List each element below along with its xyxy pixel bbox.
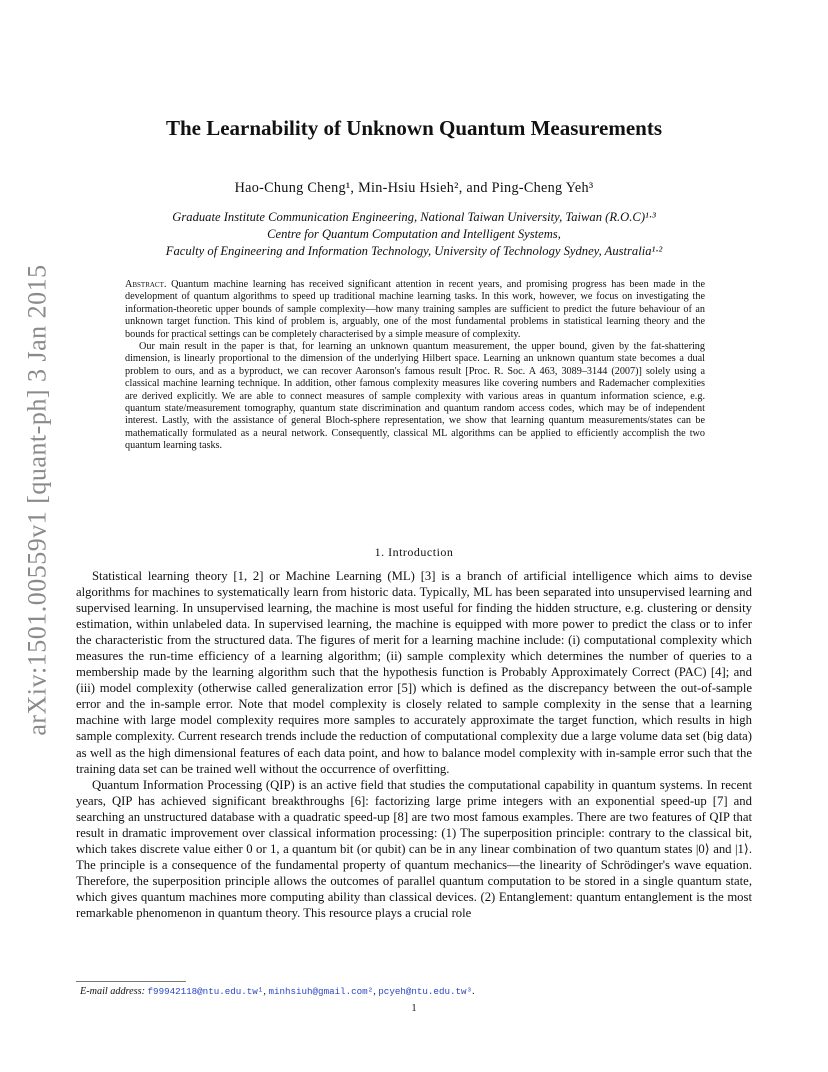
abstract-paragraph-2: Our main result in the paper is that, for learning an unknown quantum measurement, the upper bound, given by the fat-shattering dimension, is linearly proportional to the dimension of the underlying Hilbert space. Learning an unknown quantum state becomes a dual problem to ours, and as a byproduct, we can recover Aaronson's famous result [Proc. R. Soc. A 463, 3089–3144 (2007)] solely using a classical machine learning technique. In addition, other famous complexity measures like covering numbers and Rademacher complexities are derived explicitly. We are able to connect measures of sample complexity with various areas in quantum information science, e.g. quantum state/measurement tomography, quantum state discrimination and quantum random access codes, which may be of independent interest. Lastly, with the assistance of general Bloch-sphere representation, we show that learning quantum measurements/states can be mathematically formulated as a neural network. Consequently, classical ML algorithms can be applied to efficiently accomplish the two quantum learning tasks. — [125, 341, 705, 452]
affiliation-line: Graduate Institute Communication Engineering, National Taiwan University, Taiwan (R.O.C)¹·³ — [172, 210, 656, 224]
affiliation-line: Centre for Quantum Computation and Intelligent Systems, — [267, 227, 561, 241]
arxiv-stamp — [18, 264, 58, 736]
abstract — [125, 279, 705, 453]
footnote-rule — [76, 981, 186, 982]
email-link-1[interactable]: f99942118@ntu.edu.tw¹ — [147, 986, 264, 997]
section-heading: 1. Introduction — [374, 545, 454, 559]
email-link-2[interactable]: minhsiuh@gmail.com² — [268, 986, 374, 997]
affiliations — [0, 209, 828, 260]
paper-title: The Learnability of Unknown Quantum Measurements — [165, 116, 663, 140]
footnote: E-mail address: f99942118@ntu.edu.tw¹, minhsiuh@gmail.com², pcyeh@ntu.edu.tw³. — [80, 986, 475, 997]
author-list: Hao-Chung Cheng¹, Min-Hsiu Hsieh², and Ping-Cheng Yeh³ — [234, 180, 594, 196]
body-text — [76, 568, 752, 921]
email-label: E-mail address: — [80, 986, 145, 997]
page-number: 1 — [411, 1003, 417, 1014]
abstract-text-1: Quantum machine learning has received significant attention in recent years, and promising progress has been made in the development of quantum algorithms to speed up traditional machine learning tasks. In this work, however, we focus on investigating the information-theoretic upper bounds of sample complexity—how many training samples are sufficient to predict the future behaviour of an unknown target function. This kind of problem is, arguably, one of the most fundamental problems in statistical learning theory and the bounds for practical settings can be completely characterised by a simple measure of complexity. — [125, 279, 705, 340]
body-paragraph-1: Statistical learning theory [1, 2] or Machine Learning (ML) [3] is a branch of artificial intelligence which aims to devise algorithms for machines to systematically learn from historic data. Typically, ML has been separated into unsupervised learning and supervised learning. In unsupervised learning, the machine is most useful for finding the hidden structure, e.g. clustering or density estimation, within unlabeled data. In supervised learning, the machine is equipped with more power to predict the class or to infer the characteristic from the structured data. The figures of merit for a learning machine include: (i) computational complexity which measures the run-time efficiency of a learning algorithm; (ii) sample complexity which determines the number of queries to a membership made by the learning algorithm such that the hypothesis function is Probably Approximately Correct (PAC) [4]; and (iii) model complexity (otherwise called generalization error [5]) which is defined as the discrepancy between the out-of-sample error and the in-sample error. Note that model complexity is closely related to sample complexity in the sense that a learning machine with large model complexity requires more samples to accurately approximate the target function, which results in high sample complexity. Current research trends include the reduction of computational complexity due a large volume data set (big data) as well as the high dimensional features of each data point, and how to balance model complexity with in-sample error such that the training data set can be trained well without the occurrence of overfitting. — [76, 569, 752, 776]
affiliation-line: Faculty of Engineering and Information Technology, University of Technology Sydney, Australia¹·² — [165, 244, 663, 258]
arxiv-stamp-text: arXiv:1501.00559v1 [quant-ph] 3 Jan 2015 — [23, 264, 53, 736]
body-paragraph-2: Quantum Information Processing (QIP) is an active field that studies the computational capability in quantum systems. In recent years, QIP has achieved significant breakthroughs [6]: factorizing large prime integers with an exponential speed-up [7] and searching an unstructured database with a quadratic speed-up [8] are two most famous examples. There are two features of QIP that result in dramatic improvement over classical information processing: (1) The superposition principle: contrary to the classical bit, which takes discrete value either 0 or 1, a quantum bit (or qubit) can be in any linear combination of two quantum states |0⟩ and |1⟩. The principle is a consequence of the fundamental property of quantum mechanics—the linearity of Schrödinger's wave equation. Therefore, the superposition principle allows the outcomes of parallel quantum computation to be stored in a single quantum state, which gives quantum machines more computing ability than classical devices. (2) Entanglement: quantum entanglement is the most remarkable phenomenon in quantum theory. This resource plays a crucial role — [76, 777, 752, 920]
abstract-label: Abstract. — [125, 279, 167, 290]
abstract-paragraph-1 — [125, 279, 705, 341]
email-link-3[interactable]: pcyeh@ntu.edu.tw³ — [378, 986, 473, 997]
